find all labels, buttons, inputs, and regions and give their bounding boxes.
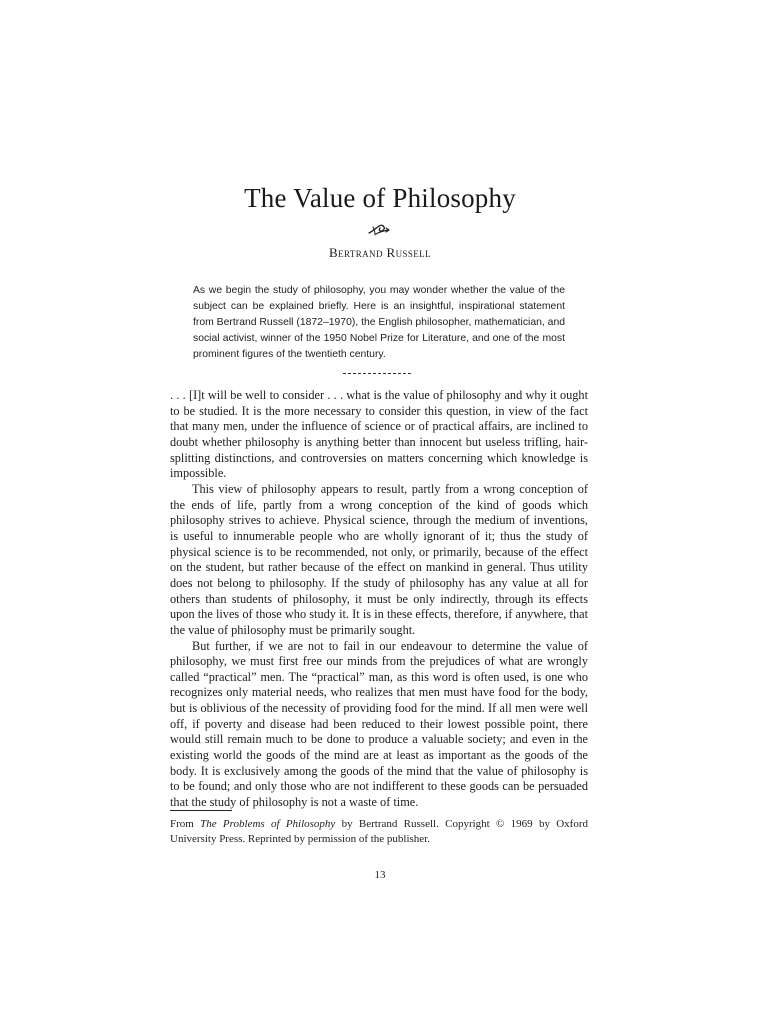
page-title: The Value of Philosophy (244, 183, 516, 213)
footnote-suffix: by Bertrand Russell. Copyright © 1969 by Oxford University Press. Reprinted by permission of the publisher. (170, 818, 589, 845)
footnote-rule (170, 810, 232, 811)
footnote-book-title: The Problems of Philosophy (200, 818, 336, 830)
page-number: 13 (374, 869, 386, 881)
author-byline: Bertrand Russell (329, 245, 431, 260)
body-paragraph-2: This view of philosophy appears to result, partly from a wrong conception of the ends of life, partly from a wrong conception of the kind of goods which philosophy strives to achieve. Physical science, through the medium of inventions, is useful to innumerable people who are wholly ignorant of it; thus the study of physical science is to be recommended, not only, or primarily, because of the effect on the student, but rather because of the effect on mankind in general. Thus utility does not belong to philosophy. If the study of philosophy has any value at all for others than students of philosophy, it must be only indirectly, through its effects upon the lives of those who study it. It is in these effects, therefore, if anywhere, that the value of philosophy must be primarily sought. (170, 481, 588, 637)
body-paragraph-3: But further, if we are not to fail in our endeavour to determine the value of philosophy, we must first free our minds from the prejudices of what are wrongly called “practical” men. The “practical” man, as this word is often used, is one who recognizes only material needs, who realizes that men must have food for the body, but is oblivious of the necessity of providing food for the mind. If all men were well off, if poverty and disease had been reduced to their lowest possible point, there would still remain much to be done to produce a valuable society; and even in the existing world the goods of the mind are at least as important as the goods of the body. It is exclusively among the goods of the mind that the value of philosophy is to be found; and only those who are not indifferent to these goods can be persuaded that the study of philosophy is not a waste of time. (170, 638, 588, 810)
main-text (170, 388, 588, 811)
intro-paragraph: As we begin the study of philosophy, you may wonder whether the value of the subject can be explained briefly. Here is an insightful, inspirational statement from Bertrand Russell (1872–1970), the English philosopher, mathematician, and social activist, winner of the 1950 Nobel Prize for Literature, and one of the most prominent figures of the twentieth century. (193, 285, 565, 360)
fleuron-icon (367, 222, 391, 238)
section-divider (343, 373, 411, 374)
footnote-prefix: From (170, 818, 201, 830)
body-paragraph-1: . . . [I]t will be well to consider . . . what is the value of philosophy and why it ought to be studied. It is the more necessary to consider this question, in view of the fact that many men, under the influence of science or of practical affairs, are inclined to doubt whether philosophy is anything better than innocent but useless trifling, hair-splitting distinctions, and controversies on matters concerning which knowledge is impossible. (170, 388, 588, 481)
source-footnote (170, 817, 588, 847)
